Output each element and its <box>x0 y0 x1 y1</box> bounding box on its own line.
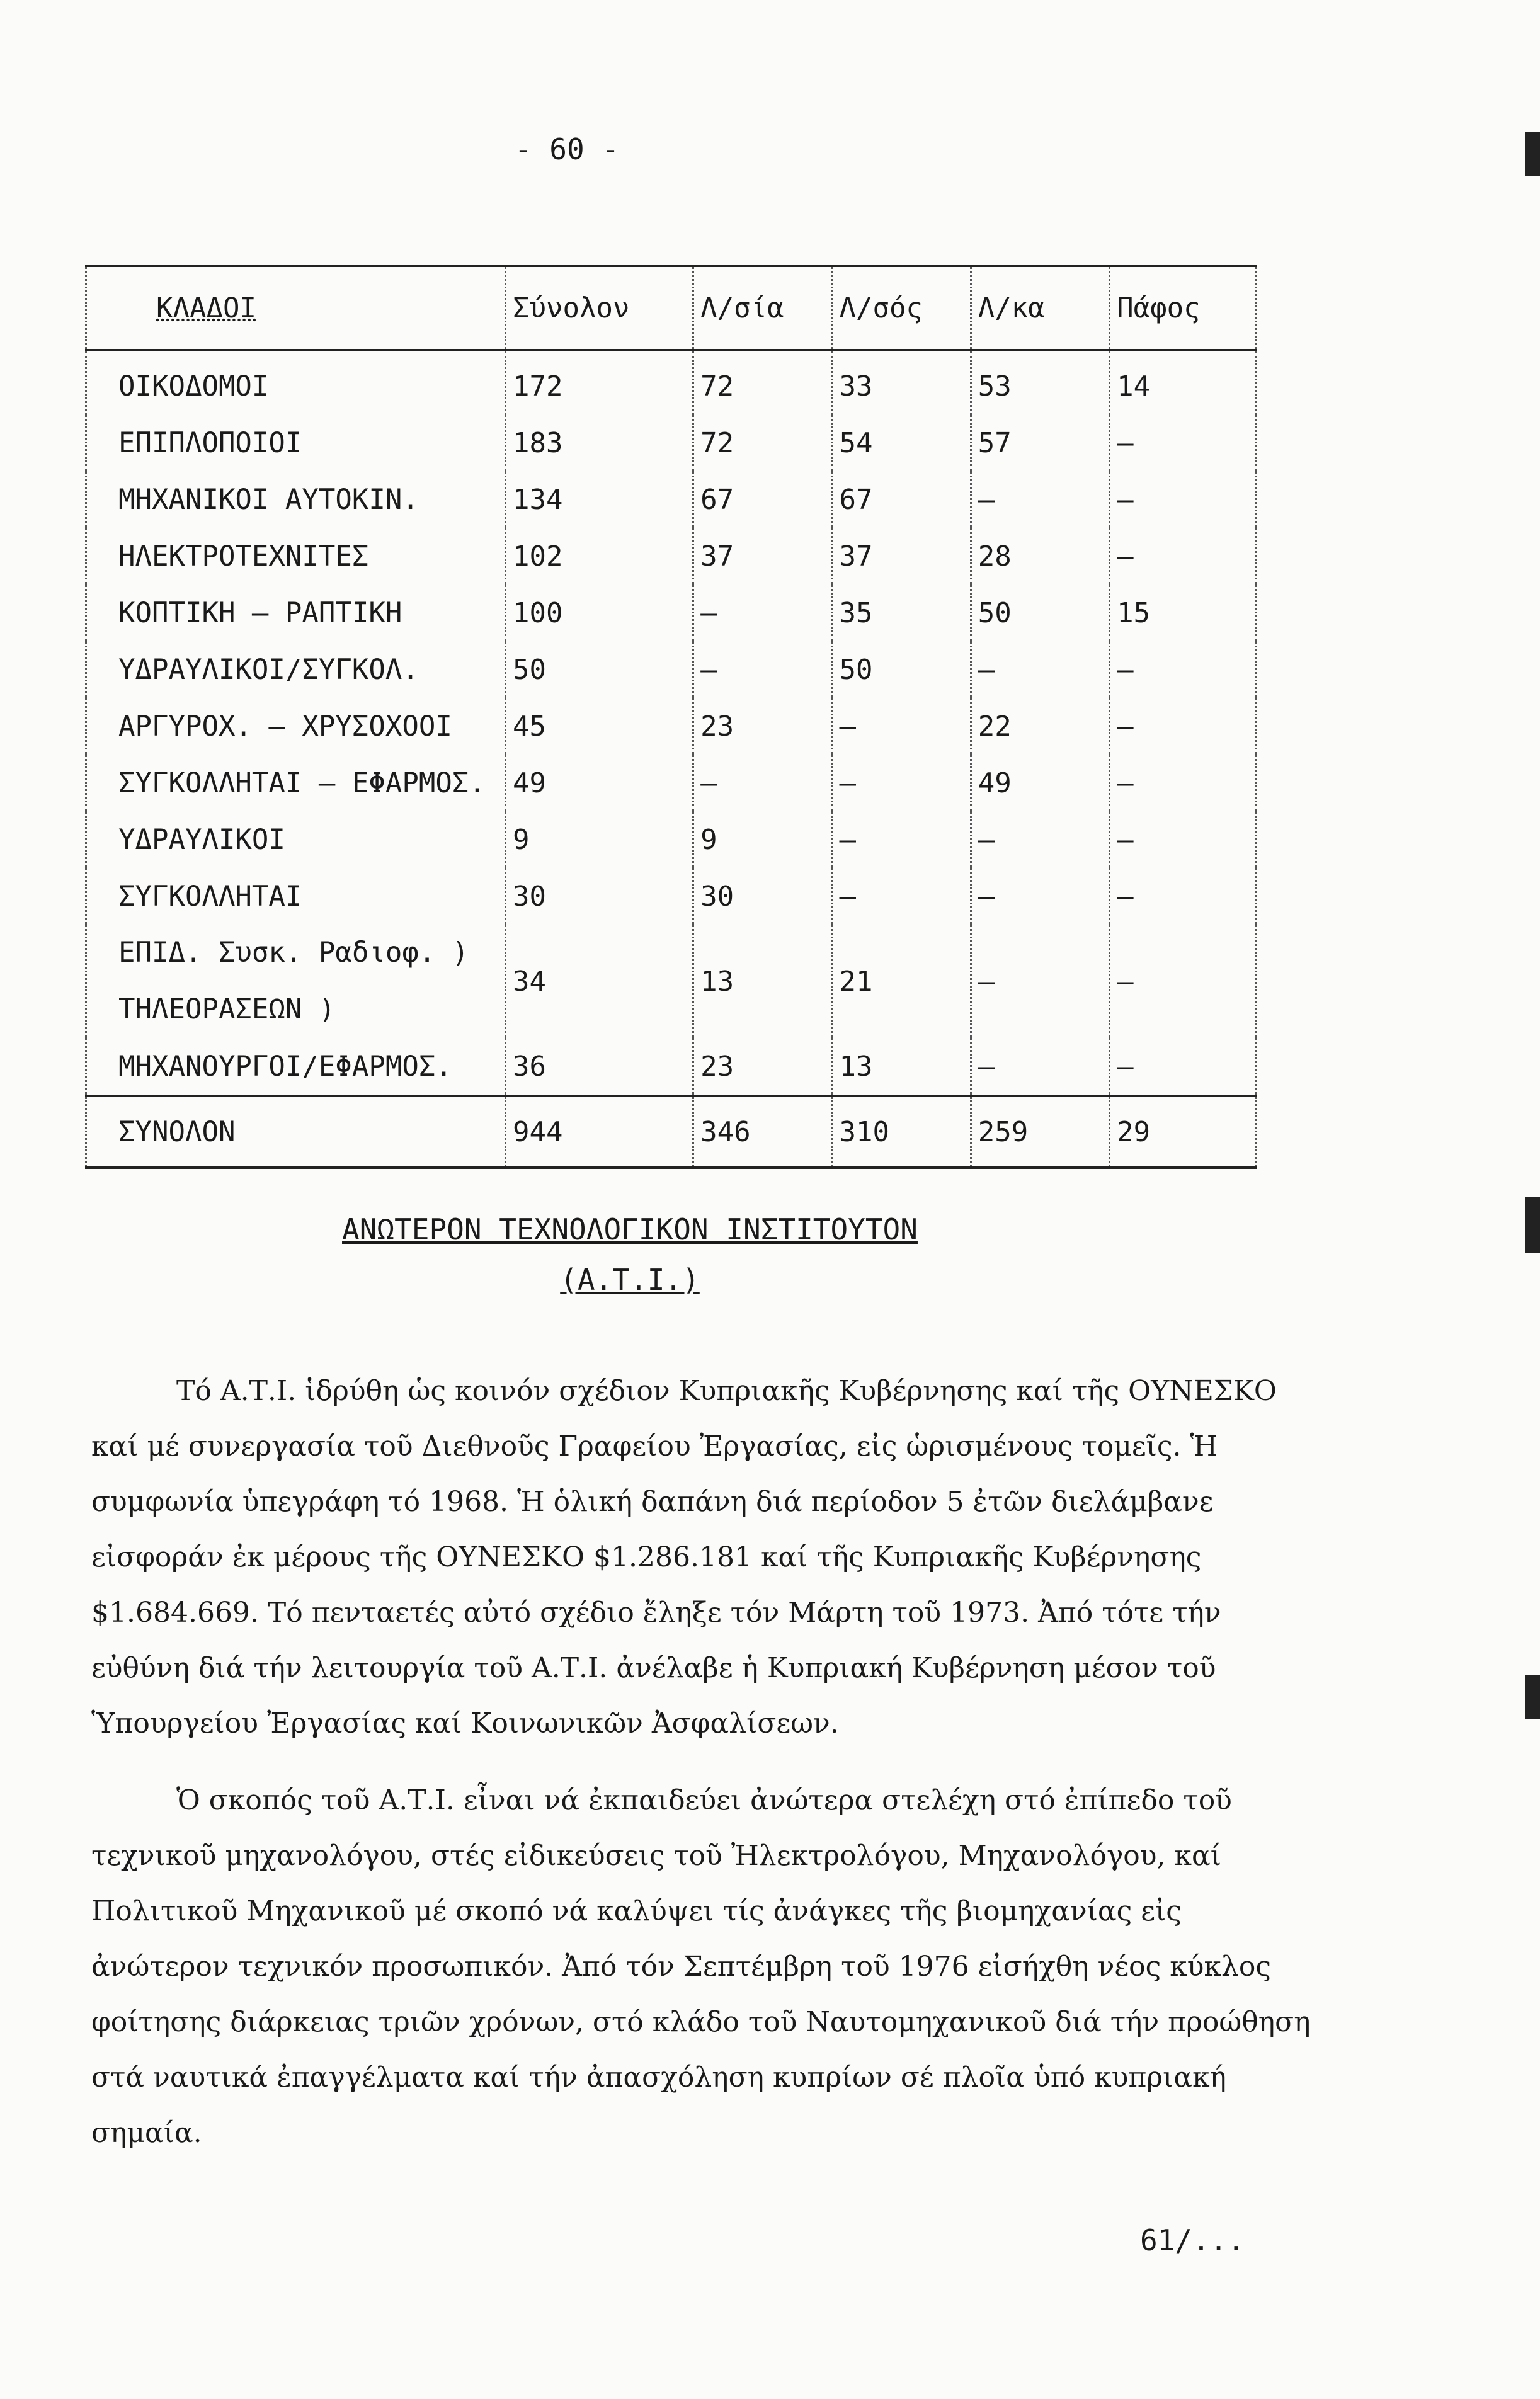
cell-larnaka: — <box>971 868 1109 925</box>
cell-total: 36 <box>506 1038 693 1096</box>
cell-total: 9 <box>506 811 693 868</box>
header-lefkosia: Λ/σία <box>693 266 832 350</box>
header-category: ΚΛΑΔΟΙ <box>86 266 506 350</box>
total-lemesos: 310 <box>832 1096 971 1168</box>
cell-total: 50 <box>506 641 693 698</box>
cell-category: ΥΔΡΑΥΛΙΚΟΙ <box>86 811 506 868</box>
cell-lefkosia: 13 <box>693 925 832 1038</box>
cell-lemesos: 13 <box>832 1038 971 1096</box>
table-header-row <box>86 266 1256 350</box>
scan-edge-mark <box>1525 1675 1540 1719</box>
cell-larnaka: 57 <box>971 414 1109 471</box>
cell-lefkosia: 9 <box>693 811 832 868</box>
cell-lefkosia: — <box>693 641 832 698</box>
cell-lefkosia: 67 <box>693 471 832 528</box>
cell-lemesos: — <box>832 755 971 811</box>
cell-lefkosia: 37 <box>693 528 832 584</box>
cell-pafos: — <box>1110 528 1256 584</box>
table-row <box>86 641 1256 698</box>
header-pafos: Πάφος <box>1110 266 1256 350</box>
total-pafos: 29 <box>1110 1096 1256 1168</box>
statistics-table-wrapper <box>85 265 1257 1169</box>
table-row <box>86 584 1256 641</box>
cell-larnaka: 28 <box>971 528 1109 584</box>
cell-category: ΚΟΠΤΙΚΗ – ΡΑΠΤΙΚΗ <box>86 584 506 641</box>
table-row <box>86 414 1256 471</box>
scan-edge-mark <box>1525 132 1540 176</box>
cell-lemesos: 37 <box>832 528 971 584</box>
table-row <box>86 471 1256 528</box>
total-larnaka: 259 <box>971 1096 1109 1168</box>
cell-total: 49 <box>506 755 693 811</box>
paragraph-1: Τό Α.Τ.Ι. ἱδρύθη ὡς κοινόν σχέδιον Κυπριακῆς Κυβέρνησης καί τῆς ΟΥΝΕΣΚΟ καί μέ συνεργασία τοῦ Διεθνοῦς Γραφείου Ἐργασίας, εἰς ὡρισμένους τομεῖς. Ἡ συμφωνία ὑπεγράφη τό 1968. Ἡ ὁλική δαπάνη διά περίοδον 5 ἐτῶν διελάμβανε εἰσφοράν ἐκ μέρους τῆς ΟΥΝΕΣΚΟ $1.286.181 καί τῆς Κυπριακῆς Κυβέρνησης $1.684.669. Τό πενταετές αὐτό σχέδιο ἔληξε τόν Μάρτη τοῦ 1973. Ἀπό τότε τήν εὐθύνη διά τήν λειτουργία τοῦ Α.Τ.Ι. ἀνέλαβε ἡ Κυπριακή Κυβέρνηση μέσον τοῦ Ὑπουργείου Ἐργασίας καί Κοινωνικῶν Ἀσφαλίσεων. <box>91 1375 1277 1740</box>
total-lefkosia: 346 <box>693 1096 832 1168</box>
cell-category: ΣΥΓΚΟΛΛΗΤΑΙ – ΕΦΑΡΜΟΣ. <box>86 755 506 811</box>
table-row <box>86 1038 1256 1096</box>
page-number: - 60 - <box>514 132 620 166</box>
cell-lefkosia: 23 <box>693 1038 832 1096</box>
cell-lemesos: — <box>832 698 971 755</box>
cell-lemesos: 67 <box>832 471 971 528</box>
cell-category: ΑΡΓΥΡΟΧ. – ΧΡΥΣΟΧΟΟΙ <box>86 698 506 755</box>
cell-larnaka: 49 <box>971 755 1109 811</box>
table-row <box>86 350 1256 414</box>
header-total: Σύνολον <box>506 266 693 350</box>
cell-lemesos: 21 <box>832 925 971 1038</box>
total-label: ΣΥΝΟΛΟΝ <box>86 1096 506 1168</box>
cell-category: ΕΠΙΔ. Συσκ. Ραδιοφ. ) ΤΗΛΕΟΡΑΣΕΩΝ ) <box>86 925 506 1038</box>
section-title: ΑΝΩΤΕΡΟΝ ΤΕΧΝΟΛΟΓΙΚΟΝ ΙΝΣΤΙΤΟΥΤΟΝ <box>342 1212 918 1246</box>
cell-lemesos: 35 <box>832 584 971 641</box>
cell-larnaka: 50 <box>971 584 1109 641</box>
cell-total: 45 <box>506 698 693 755</box>
cell-larnaka: — <box>971 1038 1109 1096</box>
header-lemesos: Λ/σός <box>832 266 971 350</box>
paragraph-1-block <box>91 1364 1320 1752</box>
cell-pafos: — <box>1110 811 1256 868</box>
table-total-row <box>86 1096 1256 1168</box>
cell-pafos: — <box>1110 1038 1256 1096</box>
statistics-table <box>85 265 1257 1169</box>
cell-total: 102 <box>506 528 693 584</box>
cell-category: ΜΗΧΑΝΙΚΟΙ ΑΥΤΟΚΙΝ. <box>86 471 506 528</box>
cell-lemesos: 54 <box>832 414 971 471</box>
cell-pafos: 14 <box>1110 350 1256 414</box>
cell-category: ΕΠΙΠΛΟΠΟΙΟΙ <box>86 414 506 471</box>
cell-lefkosia: — <box>693 755 832 811</box>
scan-edge-mark <box>1525 1197 1540 1253</box>
cell-lefkosia: — <box>693 584 832 641</box>
cell-total: 134 <box>506 471 693 528</box>
cell-larnaka: 22 <box>971 698 1109 755</box>
cell-lemesos: — <box>832 868 971 925</box>
cell-category: ΗΛΕΚΤΡΟΤΕΧΝΙΤΕΣ <box>86 528 506 584</box>
cell-lefkosia: 72 <box>693 350 832 414</box>
cell-pafos: — <box>1110 698 1256 755</box>
continuation-marker: 61/... <box>1140 2223 1245 2257</box>
cell-pafos: — <box>1110 471 1256 528</box>
cell-lefkosia: 23 <box>693 698 832 755</box>
cell-lemesos: 33 <box>832 350 971 414</box>
cell-pafos: — <box>1110 414 1256 471</box>
cell-pafos: — <box>1110 755 1256 811</box>
paragraph-2-block <box>91 1773 1320 2161</box>
cell-lemesos: — <box>832 811 971 868</box>
table-row <box>86 698 1256 755</box>
cell-total: 30 <box>506 868 693 925</box>
cell-lemesos: 50 <box>832 641 971 698</box>
cell-larnaka: 53 <box>971 350 1109 414</box>
cell-total: 34 <box>506 925 693 1038</box>
cell-larnaka: — <box>971 641 1109 698</box>
cell-larnaka: — <box>971 811 1109 868</box>
cell-category: ΣΥΓΚΟΛΛΗΤΑΙ <box>86 868 506 925</box>
header-larnaka: Λ/κα <box>971 266 1109 350</box>
total-sum: 944 <box>506 1096 693 1168</box>
cell-larnaka: — <box>971 471 1109 528</box>
cell-total: 172 <box>506 350 693 414</box>
table-row <box>86 755 1256 811</box>
table-row <box>86 528 1256 584</box>
table-row <box>86 868 1256 925</box>
table-row <box>86 925 1256 1038</box>
paragraph-2: Ὁ σκοπός τοῦ Α.Τ.Ι. εἶναι νά ἐκπαιδεύει ἀνώτερα στελέχη στό ἐπίπεδο τοῦ τεχνικοῦ μηχανολόγου, στές εἰδικεύσεις τοῦ Ἠλεκτρολόγου, Μηχανολόγου, καί Πολιτικοῦ Μηχανικοῦ μέ σκοπό νά καλύψει τίς ἀνάγκες τῆς βιομηχανίας εἰς ἀνώτερον τεχνικόν προσωπικόν. Ἀπό τόν Σεπτέμβρη τοῦ 1976 εἰσήχθη νέος κύκλος φοίτησης διάρκειας τριῶν χρόνων, στό κλάδο τοῦ Ναυτομηχανικοῦ διά τήν προώθηση στά ναυτικά ἐπαγγέλματα καί τήν ἀπασχόληση κυπρίων σέ πλοῖα ὑπό κυπριακή σημαία. <box>91 1784 1311 2149</box>
table-row <box>86 811 1256 868</box>
cell-lefkosia: 30 <box>693 868 832 925</box>
cell-larnaka: — <box>971 925 1109 1038</box>
cell-category: ΟΙΚΟΔΟΜΟΙ <box>86 350 506 414</box>
cell-category: ΜΗΧΑΝΟΥΡΓΟΙ/ΕΦΑΡΜΟΣ. <box>86 1038 506 1096</box>
cell-lefkosia: 72 <box>693 414 832 471</box>
cell-total: 183 <box>506 414 693 471</box>
cell-category: ΥΔΡΑΥΛΙΚΟΙ/ΣΥΓΚΟΛ. <box>86 641 506 698</box>
cell-pafos: 15 <box>1110 584 1256 641</box>
cell-pafos: — <box>1110 641 1256 698</box>
cell-pafos: — <box>1110 868 1256 925</box>
cell-total: 100 <box>506 584 693 641</box>
cell-pafos: — <box>1110 925 1256 1038</box>
section-subtitle: (Α.Τ.Ι.) <box>560 1263 700 1297</box>
